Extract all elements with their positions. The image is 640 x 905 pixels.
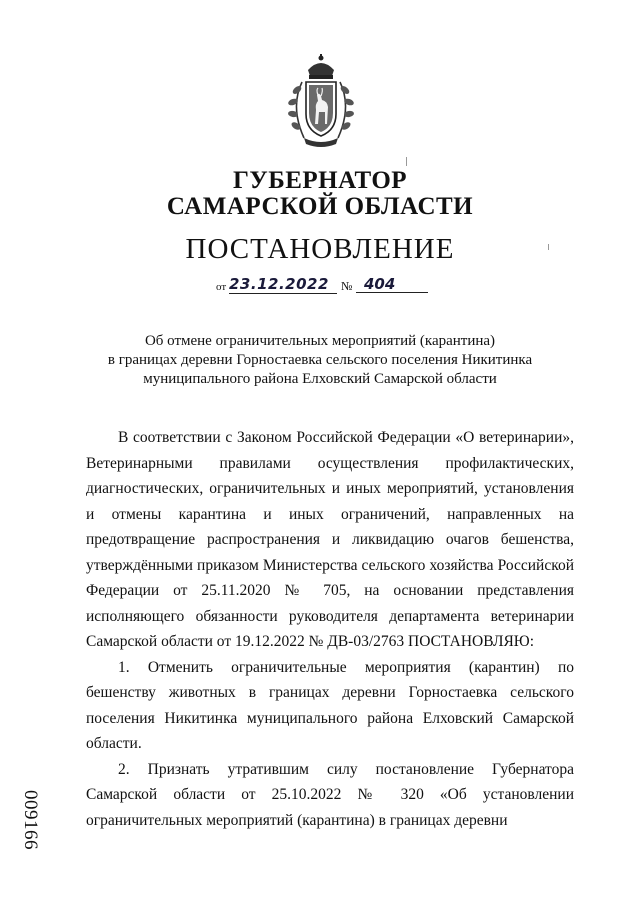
subject-line-3: муниципального района Елховский Самарской области xyxy=(143,371,497,387)
coat-of-arms-icon xyxy=(282,52,360,150)
document-type: ПОСТАНОВЛЕНИЕ xyxy=(185,233,455,265)
registration-number-text: 009166 xyxy=(20,790,41,850)
scan-speck xyxy=(548,244,549,250)
issuer-line-1: ГУБЕРНАТОР xyxy=(232,167,408,194)
subject-line-2: в границах деревни Горностаевка сельского поселения Никитинка xyxy=(107,352,533,368)
document-date: 23.12.2022 xyxy=(229,275,337,294)
subject-line-1: Об отмене ограничительных мероприятий (карантина) xyxy=(144,333,496,349)
document-number: 404 xyxy=(356,275,428,293)
body-paragraph-3: 2. Признать утратившим силу постановление Губернатора Самарской области от 25.10.2022 № 320 «Об установлении ограничительных мероприятий (карантина) в границах деревни xyxy=(86,760,574,829)
date-label: от xyxy=(216,281,227,293)
document-subject xyxy=(60,332,580,389)
issuer-line-2: САМАРСКОЙ ОБЛАСТИ xyxy=(166,193,474,220)
date-number-line xyxy=(0,275,640,297)
number-label: № xyxy=(341,279,353,293)
body-paragraph-1: В соответствии с Законом Российской Федерации «О ветеринарии», Ветеринарными правилами осуществления профилактических, диагностических, ограничительных и иных мероприятий, установления и отмены карантина и иных ограничений, направленных на предотвращение распространения и ликвидацию очагов бешенства, утверждёнными приказом Министерства сельского хозяйства Российской Федерации от 25.11.2020 № 705, на основании представления исполняющего обязанности руководителя департамента ветеринарии Самарской области от 19.12.2022 № ДВ-03/2763 ПОСТАНОВЛЯЮ: xyxy=(86,429,574,650)
body-paragraph-2: 1. Отменить ограничительные мероприятия (карантин) по бешенству животных в границах деревни Горностаевка сельского поселения Никитинка муниципального района Елховский Самарской области. xyxy=(86,658,574,752)
scan-speck xyxy=(406,157,407,166)
document-body xyxy=(86,425,574,833)
registration-stamp-number xyxy=(20,790,40,850)
